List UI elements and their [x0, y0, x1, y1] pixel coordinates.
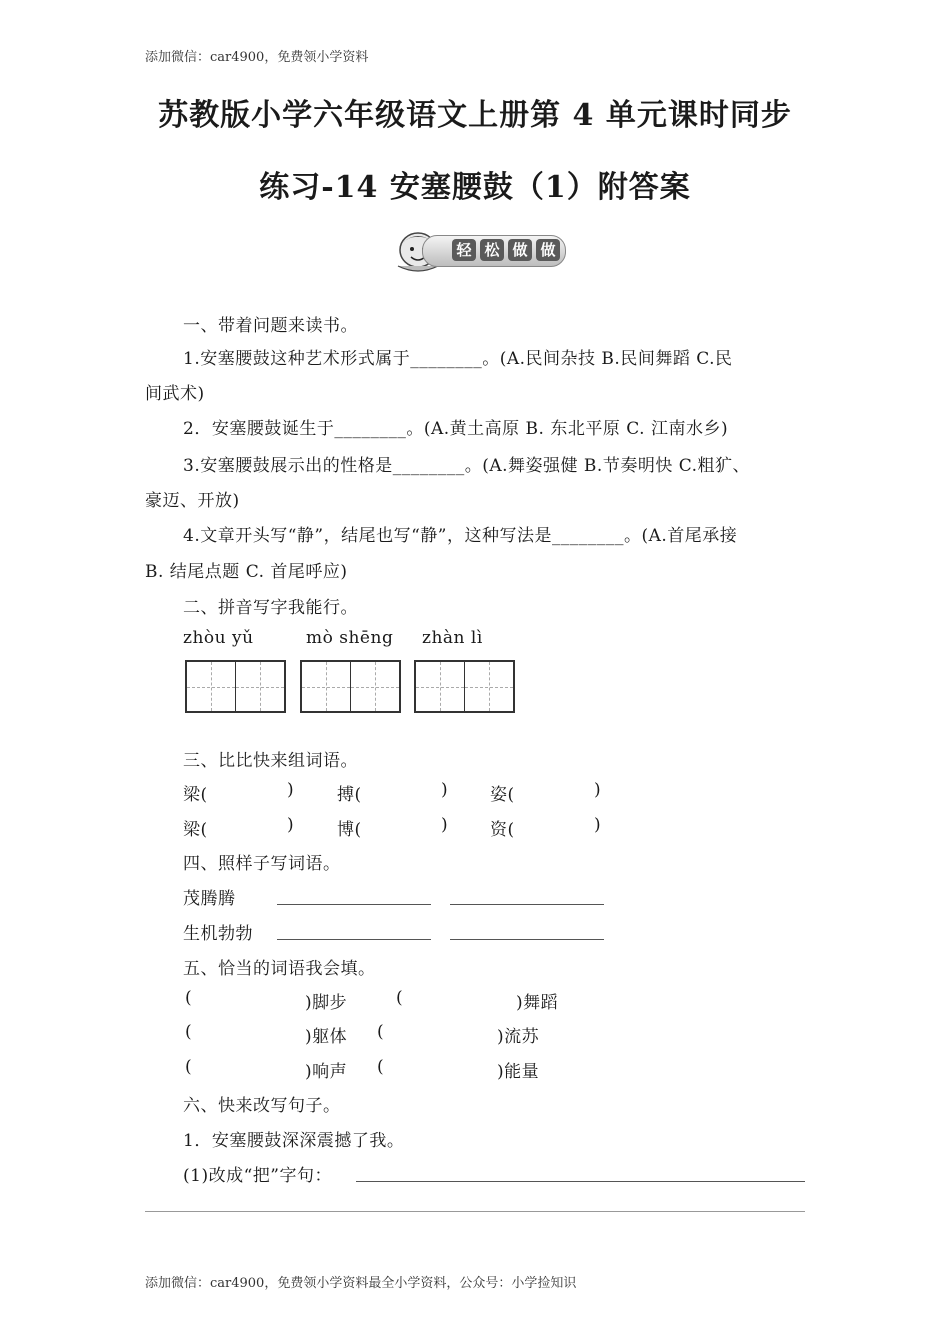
- word-char: 梁(: [183, 785, 208, 805]
- question-1: 1.安塞腰鼓这种艺术形式属于________。(A.民间杂技 B.民间舞蹈 C.民: [183, 349, 733, 369]
- header-note: 添加微信：car4900，免费领小学资料: [145, 50, 369, 65]
- fill-paren: (: [396, 988, 404, 1008]
- answer-blank[interactable]: [277, 886, 431, 905]
- writing-cell[interactable]: [187, 662, 235, 711]
- section6-heading: 六、快来改写句子。: [183, 1096, 341, 1116]
- question-3-cont: 豪迈、开放): [145, 491, 240, 511]
- badge-char: 松: [480, 239, 504, 261]
- page-title-line1: 苏教版小学六年级语文上册第 4 单元课时同步: [158, 98, 792, 133]
- section2-heading: 二、拼音写字我能行。: [183, 598, 358, 618]
- fill-paren: (: [185, 988, 193, 1008]
- badge-char: 做: [508, 239, 532, 261]
- writing-grid-3[interactable]: [414, 660, 515, 713]
- answer-blank[interactable]: [450, 921, 604, 940]
- writing-cell[interactable]: [464, 662, 513, 711]
- example-word-1: 茂腾腾: [183, 889, 236, 909]
- word-paren: ): [594, 815, 602, 835]
- pinyin-3: zhàn lì: [422, 628, 483, 648]
- fill-paren: (: [377, 1022, 385, 1042]
- badge-char: 轻: [452, 239, 476, 261]
- footer-note: 添加微信：car4900，免费领小学资料最全小学资料，公众号：小学捡知识: [145, 1276, 577, 1291]
- writing-cell[interactable]: [416, 662, 464, 711]
- word-paren: ): [287, 780, 295, 800]
- writing-cell[interactable]: [235, 662, 284, 711]
- question-4: 4.文章开头写“静”，结尾也写“静”，这种写法是________。(A.首尾承接: [183, 526, 738, 546]
- word-paren: ): [441, 780, 449, 800]
- answer-blank[interactable]: [277, 921, 431, 940]
- writing-grid-2[interactable]: [300, 660, 401, 713]
- fill-word: )脚步: [305, 993, 348, 1013]
- question-3: 3.安塞腰鼓展示出的性格是________。(A.舞姿强健 B.节奏明快 C.粗犷、: [183, 456, 751, 476]
- word-char: 姿(: [490, 785, 515, 805]
- rewrite-sentence-1: 1．安塞腰鼓深深震撼了我。: [183, 1131, 405, 1151]
- writing-cell[interactable]: [350, 662, 399, 711]
- answer-blank[interactable]: [356, 1163, 805, 1182]
- fill-paren: (: [377, 1057, 385, 1077]
- fill-paren: (: [185, 1057, 193, 1077]
- rewrite-prompt-ba: (1)改成“把”字句：: [183, 1166, 332, 1186]
- word-paren: ): [287, 815, 295, 835]
- badge-char: 做: [536, 239, 560, 261]
- question-1-cont: 间武术): [145, 384, 205, 404]
- question-2: 2．安塞腰鼓诞生于________。(A.黄土高原 B. 东北平原 C. 江南水乡): [183, 419, 729, 439]
- word-char: 梁(: [183, 820, 208, 840]
- word-paren: ): [441, 815, 449, 835]
- section4-heading: 四、照样子写词语。: [183, 854, 341, 874]
- answer-blank[interactable]: [450, 886, 604, 905]
- section1-heading: 一、带着问题来读书。: [183, 316, 358, 336]
- fill-word: )流苏: [497, 1027, 540, 1047]
- writing-cell[interactable]: [302, 662, 350, 711]
- pinyin-1: zhòu yǔ: [183, 628, 254, 648]
- fill-word: )舞蹈: [516, 993, 559, 1013]
- writing-grid-1[interactable]: [185, 660, 286, 713]
- word-char: 博(: [337, 820, 362, 840]
- section5-heading: 五、恰当的词语我会填。: [183, 959, 376, 979]
- fill-word: )响声: [305, 1062, 348, 1082]
- word-paren: ): [594, 780, 602, 800]
- fill-word: )能量: [497, 1062, 540, 1082]
- word-char: 搏(: [337, 785, 362, 805]
- pinyin-2: mò shēng: [306, 628, 394, 648]
- page-title-line2: 练习-14 安塞腰鼓（1）附答案: [259, 170, 691, 205]
- fill-paren: (: [185, 1022, 193, 1042]
- example-word-2: 生机勃勃: [183, 924, 253, 944]
- answer-line[interactable]: [145, 1211, 805, 1212]
- question-4-cont: B. 结尾点题 C. 首尾呼应): [145, 562, 348, 582]
- fill-word: )躯体: [305, 1027, 348, 1047]
- section3-heading: 三、比比快来组词语。: [183, 751, 358, 771]
- word-char: 资(: [490, 820, 515, 840]
- easy-practice-badge: [392, 226, 568, 272]
